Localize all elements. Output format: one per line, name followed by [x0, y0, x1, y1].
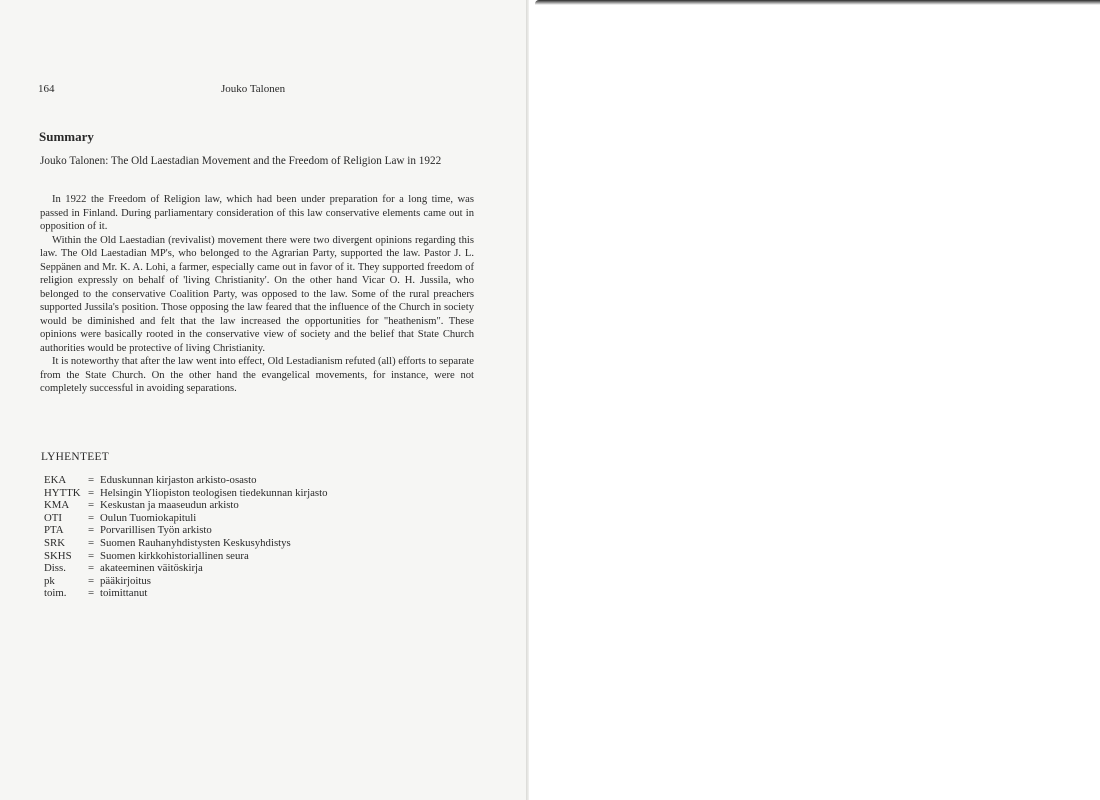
left-page: [0, 0, 527, 800]
abbreviation-equals: =: [88, 562, 95, 575]
summary-paragraph-1: In 1922 the Freedom of Religion law, which had been under preparation for a long time, was passed in Finland. During parliamentary consideration of this law conservative elements came out in opposition of it.: [40, 194, 474, 232]
abbreviation-definition: toimittanut: [100, 587, 148, 600]
abbreviation-key: HYTTK: [44, 486, 81, 499]
abbreviation-equals: =: [88, 486, 95, 499]
abbreviation-key: SRK: [44, 536, 66, 549]
abbreviation-key: SKHS: [44, 549, 72, 562]
abbreviation-definition: Eduskunnan kirjaston arkisto-osasto: [100, 474, 257, 486]
abbreviation-row: [44, 562, 464, 575]
abbreviation-row: [44, 550, 464, 563]
abbreviation-row: [44, 575, 464, 588]
abbreviation-equals: =: [88, 524, 95, 537]
abbreviation-key: pk: [44, 574, 55, 587]
abbreviation-equals: =: [88, 474, 95, 486]
abbreviation-key: Diss.: [44, 562, 66, 575]
abbreviation-definition: Helsingin Yliopiston teologisen tiedekunnan kirjasto: [100, 486, 328, 499]
summary-paragraph-2: Within the Old Laestadian (revivalist) movement there were two divergent opinions regarding this law. The Old Laestadian MP's, who belonged to the Agrarian Party, supported the law. Pastor J. L. Seppänen and Mr. K. A. Lohi, a farmer, especially came out in favor of it. They supported freedom of religion expressly on behalf of 'living Christianity'. On the other hand Vicar O. H. Jussila, who belonged to the conservative Coalition Party, was opposed to the law. Some of the rural preachers supported Jussila's position. Those opposing the law feared that the influence of the Church in society would be diminished and felt that the law increased the opportunities for "heathenism". These opinions were basically rooted in the conservative view of society and the belief that State Church authorities would be protective of living Christianity.: [40, 234, 474, 354]
abbreviation-key: PTA: [44, 524, 64, 537]
abbreviation-row: [44, 537, 464, 550]
abbreviations-title: LYHENTEET: [41, 451, 109, 463]
abbreviation-equals: =: [88, 549, 95, 562]
page-number: 164: [38, 83, 55, 95]
right-page-blank: [529, 0, 1100, 800]
abbreviation-key: EKA: [44, 474, 67, 486]
abbreviation-equals: =: [88, 499, 95, 512]
abbreviation-row: [44, 512, 464, 525]
abbreviation-key: OTI: [44, 511, 62, 524]
abbreviation-row: [44, 587, 464, 600]
abbreviation-equals: =: [88, 587, 95, 600]
running-head-author: Jouko Talonen: [221, 83, 286, 95]
summary-heading: Summary: [39, 129, 94, 144]
abbreviation-row: [44, 524, 464, 537]
abbreviation-definition: Suomen Rauhanyhdistysten Keskusyhdistys: [100, 536, 291, 549]
abbreviation-key: toim.: [44, 587, 67, 600]
abbreviation-definition: Keskustan ja maaseudun arkisto: [100, 499, 239, 512]
abbreviations-list: [44, 474, 464, 600]
abbreviation-equals: =: [88, 536, 95, 549]
abbreviation-definition: Oulun Tuomiokapituli: [100, 511, 197, 524]
abbreviation-row: [44, 474, 464, 487]
abbreviation-key: KMA: [44, 499, 70, 512]
abbreviation-definition: Suomen kirkkohistoriallinen seura: [100, 549, 249, 562]
abbreviation-row: [44, 487, 464, 500]
abbreviation-definition: akateeminen väitöskirja: [100, 562, 203, 575]
abbreviation-definition: pääkirjoitus: [100, 574, 151, 587]
abbreviation-row: [44, 499, 464, 512]
summary-paragraph-3: It is noteworthy that after the law went into effect, Old Lestadianism refuted (all) efforts to separate from the State Church. On the other hand the evangelical movements, for instance, were not completely successful in avoiding separations.: [40, 356, 474, 394]
summary-subtitle: Jouko Talonen: The Old Laestadian Movement and the Freedom of Religion Law in 1922: [40, 155, 442, 167]
summary-body: [40, 193, 474, 396]
abbreviation-definition: Porvarillisen Työn arkisto: [100, 524, 212, 537]
abbreviation-equals: =: [88, 511, 95, 524]
scan-edge-shadow: [535, 0, 1100, 5]
running-head: [38, 83, 478, 97]
abbreviation-equals: =: [88, 574, 95, 587]
